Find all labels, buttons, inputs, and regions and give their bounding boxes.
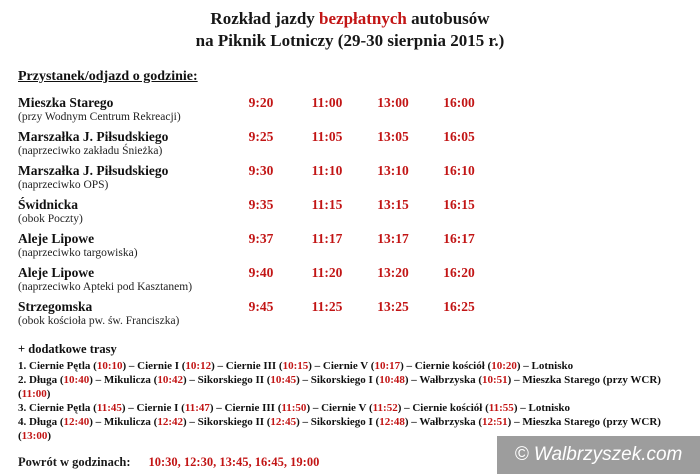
title-line-1 <box>0 8 700 30</box>
departure-time: 9:30 <box>248 163 274 178</box>
extra-routes-header: + dodatkowe trasy <box>18 342 117 356</box>
route-text: ) – Ciernie III ( <box>211 360 283 372</box>
route-text: ) – Ciernie V ( <box>306 402 373 414</box>
stop-cell <box>18 129 228 158</box>
route-text: ) – Sikorskiego I ( <box>296 374 380 386</box>
route-text: ) – Ciernie I ( <box>121 402 185 414</box>
table-row <box>18 95 700 124</box>
table-row <box>18 197 700 226</box>
route-text: ) – Ciernie III ( <box>209 402 282 414</box>
route-time: 10:20 <box>491 360 517 372</box>
stop-subtitle: (naprzeciwko zakładu Śnieżka) <box>18 145 163 157</box>
route-time: 11:45 <box>96 402 122 414</box>
route-time: 10:10 <box>96 360 123 372</box>
stop-cell <box>18 231 228 260</box>
route-text: ) – Wałbrzyska ( <box>404 374 482 386</box>
departure-time: 13:20 <box>377 265 409 280</box>
stop-subtitle: (naprzeciwko targowiska) <box>18 247 138 259</box>
departure-time: 9:40 <box>248 265 274 280</box>
return-times-values: 10:30, 12:30, 13:45, 16:45, 19:00 <box>148 455 320 469</box>
departure-time: 9:37 <box>248 231 274 246</box>
title-line-2: na Piknik Lotniczy (29-30 sierpnia 2015 r.) <box>195 31 505 50</box>
table-row <box>18 129 700 158</box>
departure-time: 11:17 <box>311 231 343 246</box>
stop-name: Aleje Lipowe <box>18 231 95 246</box>
departure-time: 16:10 <box>443 163 475 178</box>
route-text: ) – Ciernie kościół ( <box>397 402 489 414</box>
departure-time: 13:25 <box>377 299 409 314</box>
route-time: 11:50 <box>281 402 307 414</box>
stop-name: Świdnicka <box>18 197 79 212</box>
route-time: 10:17 <box>374 360 401 372</box>
section-header: Przystanek/odjazd o godzinie: <box>18 69 198 84</box>
route-text: ) – Lotnisko <box>513 402 571 414</box>
extra-route-line <box>18 401 700 415</box>
route-time: 11:52 <box>372 402 398 414</box>
route-time: 10:42 <box>157 374 184 386</box>
departure-time: 16:05 <box>443 129 475 144</box>
route-text: ) – Sikorskiego II ( <box>183 374 271 386</box>
route-time: 12:42 <box>157 416 184 428</box>
departure-time: 13:00 <box>377 95 409 110</box>
extra-route-line-continuation <box>18 387 700 401</box>
route-text: ) – Mieszka Starego (przy WCR) <box>507 374 661 386</box>
route-text: ) – Sikorskiego II ( <box>183 416 271 428</box>
stop-name: Marszałka J. Piłsudskiego <box>18 129 169 144</box>
departure-time: 16:15 <box>443 197 475 212</box>
route-text: ( <box>18 430 22 442</box>
route-text: 3. Ciernie Pętla ( <box>18 402 97 414</box>
stop-cell <box>18 299 228 328</box>
route-time: 10:40 <box>63 374 90 386</box>
table-row <box>18 265 700 294</box>
route-time: 11:00 <box>21 388 47 400</box>
route-text: ) <box>46 388 51 400</box>
route-text: ) – Lotnisko <box>516 360 574 372</box>
route-text: ) – Ciernie kościół ( <box>400 360 492 372</box>
departure-time: 16:00 <box>443 95 475 110</box>
departure-time: 13:10 <box>377 163 409 178</box>
departure-time: 9:25 <box>248 129 274 144</box>
return-times-label: Powrót w godzinach: <box>18 455 131 469</box>
route-text: ) – Ciernie V ( <box>308 360 375 372</box>
departure-time: 11:00 <box>311 95 343 110</box>
departure-time: 13:17 <box>377 231 409 246</box>
extra-route-line <box>18 359 700 373</box>
route-time: 10:51 <box>482 374 508 386</box>
route-text: 4. Długa ( <box>18 416 64 428</box>
route-time: 12:45 <box>270 416 297 428</box>
route-text: ) <box>47 430 52 442</box>
route-text: ) – Mieszka Starego (przy WCR) <box>507 416 661 428</box>
table-row <box>18 231 700 260</box>
route-time: 10:12 <box>185 360 212 372</box>
route-time: 12:51 <box>482 416 508 428</box>
page-title <box>0 0 700 52</box>
stop-cell <box>18 95 228 124</box>
stop-cell <box>18 163 228 192</box>
table-row <box>18 299 700 328</box>
stop-subtitle: (przy Wodnym Centrum Rekreacji) <box>18 111 181 123</box>
extra-route-line <box>18 373 700 387</box>
route-time: 10:48 <box>379 374 405 386</box>
stop-name: Mieszka Starego <box>18 95 114 110</box>
title-text: Rozkład jazdy <box>210 9 320 28</box>
departure-time: 16:20 <box>443 265 475 280</box>
stop-cell <box>18 265 228 294</box>
route-text: 1. Ciernie Pętla ( <box>18 360 97 372</box>
route-time: 12:40 <box>63 416 90 428</box>
table-row <box>18 163 700 192</box>
route-text: ( <box>18 388 22 400</box>
departure-time: 9:45 <box>248 299 274 314</box>
stop-name: Strzegomska <box>18 299 93 314</box>
route-time: 10:45 <box>270 374 297 386</box>
route-time: 11:47 <box>184 402 210 414</box>
departure-time: 9:35 <box>248 197 274 212</box>
stop-cell <box>18 197 228 226</box>
stop-subtitle: (obok Poczty) <box>18 213 83 225</box>
route-time: 10:15 <box>282 360 309 372</box>
route-time: 13:00 <box>21 430 48 442</box>
departure-time: 13:05 <box>377 129 409 144</box>
departure-time: 11:15 <box>311 197 343 212</box>
stop-subtitle: (obok kościoła pw. św. Franciszka) <box>18 315 180 327</box>
departure-time: 11:20 <box>311 265 343 280</box>
route-text: ) – Ciernie I ( <box>122 360 186 372</box>
departure-time: 16:17 <box>443 231 475 246</box>
stop-subtitle: (naprzeciwko Apteki pod Kasztanem) <box>18 281 193 293</box>
stop-name: Aleje Lipowe <box>18 265 95 280</box>
departure-time: 11:05 <box>311 129 343 144</box>
title-text: autobusów <box>406 9 490 28</box>
departure-time: 16:25 <box>443 299 475 314</box>
route-text: ) – Mikulicza ( <box>89 374 158 386</box>
route-text: ) – Wałbrzyska ( <box>404 416 482 428</box>
departure-time: 9:20 <box>248 95 274 110</box>
stop-subtitle: (naprzeciwko OPS) <box>18 179 109 191</box>
schedule-table <box>18 95 700 328</box>
extra-routes-section <box>18 342 700 443</box>
departure-time: 11:25 <box>311 299 343 314</box>
route-text: ) – Mikulicza ( <box>89 416 158 428</box>
route-time: 11:55 <box>488 402 514 414</box>
watermark: © Walbrzyszek.com <box>497 436 700 474</box>
route-text: 2. Długa ( <box>18 374 64 386</box>
departure-time: 11:10 <box>311 163 343 178</box>
title-highlight: bezpłatnych <box>319 9 407 28</box>
departure-time: 13:15 <box>377 197 409 212</box>
route-text: ) – Sikorskiego I ( <box>296 416 380 428</box>
extra-route-line <box>18 415 700 429</box>
stop-name: Marszałka J. Piłsudskiego <box>18 163 169 178</box>
route-time: 12:48 <box>379 416 405 428</box>
